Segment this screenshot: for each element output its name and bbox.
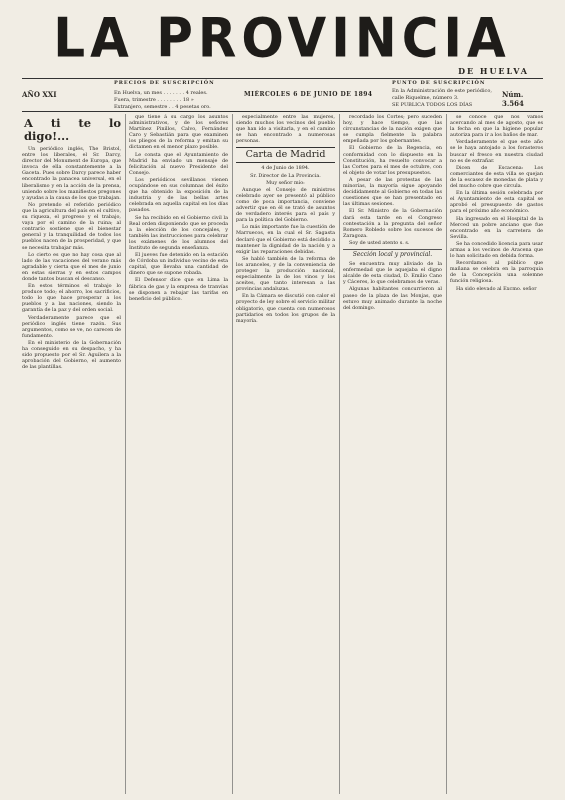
paragraph: Un periódico inglés, The Bristol, entre los liberales, el Sr. Darcy, director del Monument de Europa, que invoca de ella constantemente a la Gaceta. Pues sobre Darcy parece haber encontrado la panacea universal, en el liberalismo y en la acción de la prensa, uniendo sobre los manifiestos pregones y ayudas a la causa de los que trabajan. — [22, 146, 121, 201]
paragraph: No pretendo el referido periódico que la agricultura del país en el cultivo, su riqueza, el progreso y el trabajo, vaya por el camino de la ruina; al contrario sostiene que el bienestar general y la tranquilidad de todos los pueblos nacen de la prosperidad, y que se necesita trabajar más. — [22, 201, 121, 251]
letter-dateline: 4 de Junio de 1894. — [261, 165, 310, 172]
masthead — [22, 6, 542, 70]
paragraph: Se ha recibido en el Gobierno civil la Real orden disponiendo que se proceda a la elección de los concejales, y también las instrucciones para celebrar los exámenes de los alumnos del Instituto de segunda enseñanza. — [129, 214, 228, 251]
paragraph: El Defensor dice que en Lima la fábrica de gas y la empresa de tranvías se disponen a rebajar las tarifas en beneficio del público. — [129, 277, 228, 302]
subscription-title: PRECIOS DE SUSCRIPCIÓN — [114, 80, 215, 86]
column-divider — [125, 114, 126, 794]
column-2 — [129, 114, 228, 794]
column-divider — [339, 114, 340, 794]
signoff: Soy de usted atento s. s. — [349, 239, 410, 246]
column-3 — [236, 114, 335, 794]
letter-heading: Carta de Madrid — [236, 147, 335, 163]
paragraph: Dicen de Escacena: Los comerciantes de esta villa se quejan de la escasez de monedas de plata y del mucho cobre que circula. — [450, 164, 543, 190]
paragraph: Se habló también de la reforma de los aranceles, y de la conveniencia de proteger la producción nacional, especialmente la de los vinos y los aceites, que tanto interesan a las provincias andaluzas. — [236, 255, 335, 293]
header-info-band — [22, 80, 543, 108]
subscription-line: Fuera, trimestre . . . . . . . . 18 » — [114, 97, 194, 103]
paragraph: Se ha concedido licencia para usar armas a los vecinos de Aracena que lo han solicitado en debida forma. — [450, 240, 543, 260]
subscription-point-line: calle Riquelme, número 3. — [392, 95, 459, 101]
subscription-line: En Huelva, un mes . . . . . . . 4 reales. — [114, 90, 208, 96]
subscription-point-line: En la Administración de este periódico, — [392, 88, 492, 94]
letter-addressee: Sr. Director de La Provincia. — [250, 172, 321, 179]
paragraph: En estos términos el trabajo lo produce todo; el ahorro, los sacrificios, todo lo que hace prosperar a los pueblos y a las naciones, siendo la garantía de la paz y del orden social. — [22, 283, 121, 314]
column-1 — [22, 114, 121, 794]
paragraph: Lo más importante fue la cuestión de Marruecos, en la cual el Sr. Sagasta declaró que el Gobierno está decidido a mantener la dignidad de la nación y a exigir las reparaciones debidas. — [236, 224, 335, 255]
paragraph: Ha ingresado en el Hospital de la Merced un pobre anciano que fue encontrado en la carretera de Sevilla. — [450, 215, 543, 240]
paragraph: En la Cámara se discutió con calor el proyecto de ley sobre el servicio militar obligatorio, que cuenta con numerosos partidarios en todos los grupos de la mayoría. — [236, 293, 335, 324]
paragraph: Algunas habitantes concurrieron al paseo de la plaza de las Monjas, que estuvo muy animado durante la noche del domingo. — [343, 286, 442, 311]
issue-number: Núm. 3.564 — [502, 90, 524, 108]
paragraph: El Gobierno de la Regencia, en conformidad con lo dispuesto en la Constitución, ha resuelto convocar a las Cortes para el mes de octubre, con el objeto de votar los presupuestos. — [343, 145, 442, 176]
paragraph: Los periódicos sevillanos vienen ocupándose en sus columnas del éxito que ha obtenido la exposición de la industria y de las bellas artes celebrada en aquella capital en los días pasados. — [129, 176, 228, 214]
paragraph: Recordamos al público que mañana se celebra en la parroquia de la Concepción una solemne función religiosa. — [450, 260, 543, 285]
paragraph: En el ministerio de la Gobernación ha conseguido en su despacho, y ha sido propuesto por el Sr. Aguilera a la aprobación del Gobierno, el aumento de las plantillas. — [22, 339, 121, 371]
paragraph: Verdaderamente el que este año se le haya antojado a los forasteros buscar el fresco en nuestra ciudad no es de extrañar. — [450, 139, 543, 164]
subscription-point-title: PUNTO DE SUSCRIPCIÓN — [392, 80, 486, 86]
column-divider — [446, 114, 447, 794]
paragraph: Ha sido elevado al Excmo. señor — [456, 285, 537, 292]
paragraph: Verdaderamente parece que el periódico inglés tiene razón. Sus argumentos, como se ve, no carecen de fundamento. — [22, 314, 121, 339]
paragraph: se conoce que nos vamos acercando al mes de agosto, que es la fecha en que la higiene popular autoriza para ir a los baños de mar. — [450, 114, 543, 139]
paragraph: En la última sesión celebrada por el Ayuntamiento de esta capital se aprobó el presupuesto de gastos para el próximo año económico. — [450, 190, 543, 215]
header-rule — [22, 111, 543, 112]
paragraph: recordado los Cortes; pero suceden hoy, y hace tiempo, que las circunstancias de la nación exigen que se cumpla fielmente la palabra empeñada por los gobernantes. — [343, 114, 442, 145]
issue-date: MIÉRCOLES 6 DE JUNIO DE 1894 — [244, 91, 373, 98]
column-5 — [450, 114, 543, 794]
paragraph: El Sr. Ministro de la Gobernación dará esta tarde en el Congreso contestación a la pregunta del señor Romero Robledo sobre los sucesos de Zaragoza. — [343, 208, 442, 239]
article-headline: A ti te lo digo!... — [24, 116, 121, 143]
newspaper-title: LA PROVINCIA — [53, 6, 511, 70]
year-label: AÑO XXI — [22, 90, 57, 99]
section-heading: Sección local y provincial. — [343, 249, 442, 258]
masthead-rule — [22, 78, 543, 79]
column-divider — [232, 114, 233, 794]
paragraph: A pesar de las protestas de las minorías, la mayoría sigue apoyando decididamente al Gobierno en todas las cuestiones que se han presentado en las últimas sesiones. — [343, 176, 442, 208]
paragraph: Se encuentra muy aliviado de la enfermedad que le aquejaba el digno alcalde de esta ciudad, D. Emilio Cano y Cáceres, lo que celebramos de veras. — [343, 261, 442, 286]
paragraph: Aunque el Consejo de ministros celebrado ayer se presentó al público como de poca importancia, conviene advertir que en él se trató de asuntos de verdadero interés para el país y para la política del Gobierno. — [236, 186, 335, 224]
columns — [22, 114, 543, 794]
paragraph: especialmente entre las mujeres, siendo muchos los vecinos del pueblo que han ido a visitarla, y en el camino se han encontrado a numerosas personas. — [236, 114, 335, 145]
paragraph: Le consta que el Ayuntamiento de Madrid ha enviado un mensaje de felicitación al nuevo Presidente del Consejo. — [129, 151, 228, 176]
letter-greeting: Muy señor mío: — [266, 179, 305, 186]
newspaper-subtitle: DE HUELVA — [458, 66, 529, 76]
paragraph: El jueves fue detenido en la estación de Córdoba un individuo vecino de esta capital, que llevaba una cantidad de dinero que se supone robada. — [129, 252, 228, 277]
column-4 — [343, 114, 442, 794]
publication-note: SE PUBLICA TODOS LOS DÍAS — [392, 102, 473, 108]
paragraph: Lo cierto es que no hay cosa que al lado de las vacaciones del verano más agradable y cierta que el mes de junio en estas sierras y en estos campos donde tantos buscan el descanso. — [22, 251, 121, 282]
subscription-line: Extranjero, semestre . . 4 pesetas oro. — [114, 104, 211, 110]
paragraph: que tiene á su cargo los asuntos administrativos, y de los señores Martínez Pinillos, Calvo, Fernández Caro y Sebastián para que examinen los pliegos de la reforma y emitan su dictamen en el menor plazo posible. — [129, 114, 228, 151]
